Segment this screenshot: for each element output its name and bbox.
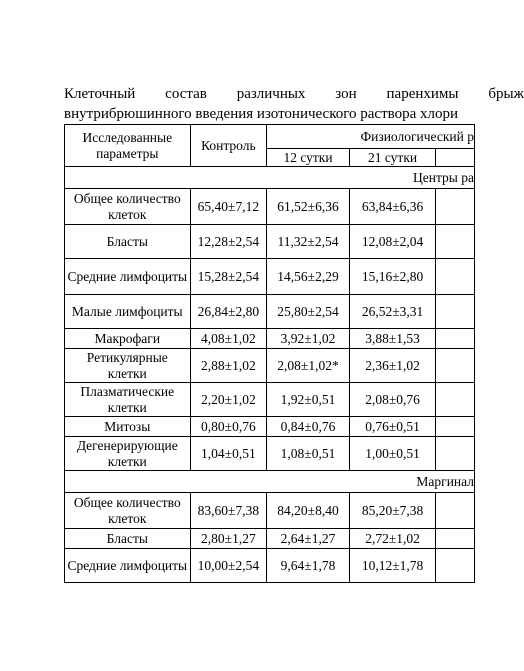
cell-day-next — [436, 549, 475, 583]
cell-day-next — [436, 349, 475, 383]
section-row — [65, 167, 475, 189]
cell-day12: 1,08±0,51 — [267, 437, 350, 471]
cell-control: 12,28±2,54 — [190, 225, 267, 259]
cell-day12: 61,52±6,36 — [267, 189, 350, 225]
table-row — [65, 437, 475, 471]
cell-day-next — [436, 383, 475, 417]
cell-control: 15,28±2,54 — [190, 259, 267, 295]
cell-day21: 10,12±1,78 — [349, 549, 435, 583]
cell-day-next — [436, 493, 475, 529]
row-param: Общее количество клеток — [65, 189, 191, 225]
cell-day12: 1,92±0,51 — [267, 383, 350, 417]
table-row — [65, 417, 475, 437]
cell-day21: 2,72±1,02 — [349, 529, 435, 549]
cell-day12: 84,20±8,40 — [267, 493, 350, 529]
row-param: Общее количество клеток — [65, 493, 191, 529]
header-control: Контроль — [190, 125, 267, 167]
cell-day21: 1,00±0,51 — [349, 437, 435, 471]
row-param: Бласты — [65, 225, 191, 259]
row-param: Ретикулярные клетки — [65, 349, 191, 383]
cell-control: 1,04±0,51 — [190, 437, 267, 471]
cell-day12: 9,64±1,78 — [267, 549, 350, 583]
cell-day-next — [436, 437, 475, 471]
header-day-next — [436, 149, 475, 167]
cell-day12: 0,84±0,76 — [267, 417, 350, 437]
table-row — [65, 529, 475, 549]
header-day21: 21 сутки — [349, 149, 435, 167]
cell-day21: 0,76±0,51 — [349, 417, 435, 437]
cell-day12: 2,64±1,27 — [267, 529, 350, 549]
table-row — [65, 225, 475, 259]
table-row — [65, 189, 475, 225]
row-param: Дегенерирующие клетки — [65, 437, 191, 471]
header-group: Физиологический р — [267, 125, 475, 149]
header-params: Исследованные параметры — [65, 125, 191, 167]
data-table-body — [65, 125, 475, 583]
row-param: Бласты — [65, 529, 191, 549]
cell-day-next — [436, 295, 475, 329]
cell-control: 2,20±1,02 — [190, 383, 267, 417]
cell-control: 0,80±0,76 — [190, 417, 267, 437]
data-table — [64, 124, 475, 583]
row-param: Малые лимфоциты — [65, 295, 191, 329]
table-row — [65, 493, 475, 529]
cell-day21: 15,16±2,80 — [349, 259, 435, 295]
cell-day-next — [436, 529, 475, 549]
row-param: Плазматические клетки — [65, 383, 191, 417]
cell-day-next — [436, 259, 475, 295]
cell-day21: 63,84±6,36 — [349, 189, 435, 225]
table-row — [65, 349, 475, 383]
cell-day-next — [436, 417, 475, 437]
header-row-1 — [65, 125, 475, 149]
section-row — [65, 471, 475, 493]
table-row — [65, 549, 475, 583]
cell-day-next — [436, 225, 475, 259]
cell-day-next — [436, 189, 475, 225]
cell-control: 10,00±2,54 — [190, 549, 267, 583]
caption-line-1 — [64, 84, 524, 104]
cell-day12: 14,56±2,29 — [267, 259, 350, 295]
row-param: Средние лимфоциты — [65, 259, 191, 295]
caption-line-2: внутрибрюшинного введения изотонического раствора хлори — [64, 106, 459, 122]
cell-day12: 25,80±2,54 — [267, 295, 350, 329]
cell-day21: 85,20±7,38 — [349, 493, 435, 529]
table-row — [65, 383, 475, 417]
section-title: Маргинал — [65, 471, 475, 493]
cell-day21: 3,88±1,53 — [349, 329, 435, 349]
cell-day21: 2,36±1,02 — [349, 349, 435, 383]
table-row — [65, 259, 475, 295]
row-param: Средние лимфоциты — [65, 549, 191, 583]
header-day12: 12 сутки — [267, 149, 350, 167]
cell-control: 26,84±2,80 — [190, 295, 267, 329]
cell-day21: 12,08±2,04 — [349, 225, 435, 259]
cell-control: 2,80±1,27 — [190, 529, 267, 549]
cell-day12: 11,32±2,54 — [267, 225, 350, 259]
table-row — [65, 295, 475, 329]
cell-day21: 26,52±3,31 — [349, 295, 435, 329]
cell-day-next — [436, 329, 475, 349]
table-caption — [64, 84, 524, 124]
cell-day12: 2,08±1,02* — [267, 349, 350, 383]
table-row — [65, 329, 475, 349]
cell-control: 2,88±1,02 — [190, 349, 267, 383]
cell-day12: 3,92±1,02 — [267, 329, 350, 349]
caption-word: зон — [335, 86, 357, 102]
cell-control: 4,08±1,02 — [190, 329, 267, 349]
section-title: Центры ра — [65, 167, 475, 189]
row-param: Макрофаги — [65, 329, 191, 349]
caption-word: паренхимы — [386, 86, 459, 102]
caption-word: Клеточный — [64, 86, 136, 102]
cell-day21: 2,08±0,76 — [349, 383, 435, 417]
caption-word: различных — [236, 86, 306, 102]
cell-control: 65,40±7,12 — [190, 189, 267, 225]
row-param: Митозы — [65, 417, 191, 437]
caption-word: брыж — [488, 86, 524, 102]
cell-control: 83,60±7,38 — [190, 493, 267, 529]
caption-word: состав — [165, 86, 207, 102]
